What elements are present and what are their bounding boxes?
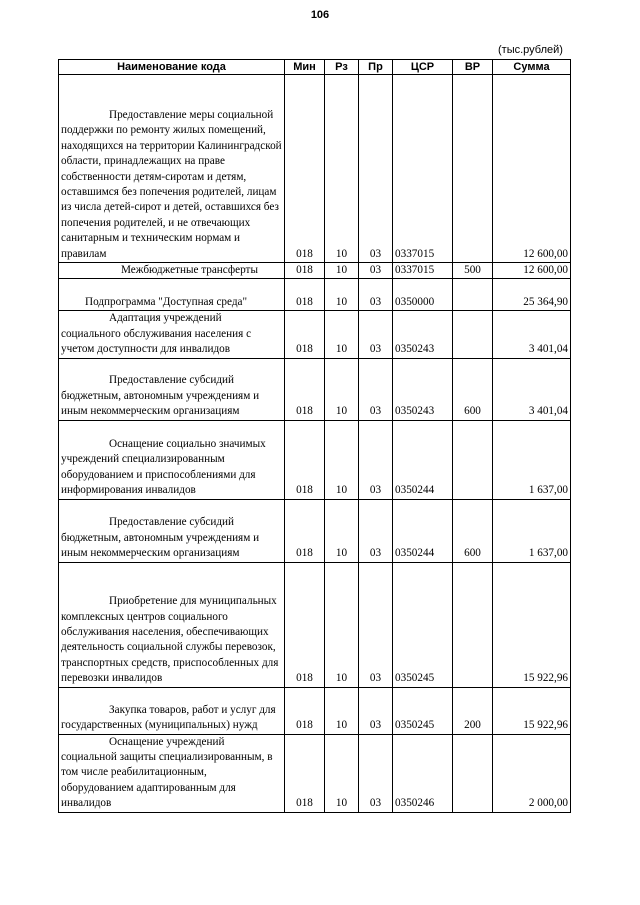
row-sum: 12 600,00 [493, 75, 571, 263]
row-min: 018 [285, 687, 325, 734]
row-pr: 03 [359, 279, 393, 311]
row-min: 018 [285, 734, 325, 812]
row-csr: 0337015 [393, 75, 453, 263]
row-sum: 15 922,96 [493, 562, 571, 687]
row-name: Предоставление субсидий бюджетным, автономным учреждениям и иным некоммерческим организациям [59, 358, 285, 420]
row-rz: 10 [325, 687, 359, 734]
row-min: 018 [285, 420, 325, 499]
row-rz: 10 [325, 263, 359, 279]
row-pr: 03 [359, 734, 393, 812]
row-sum: 25 364,90 [493, 279, 571, 311]
table-header-row [59, 60, 571, 75]
row-pr: 03 [359, 263, 393, 279]
row-name: Адаптация учреждений социального обслуживания населения с учетом доступности для инвалидов [59, 311, 285, 358]
row-vr: 600 [453, 499, 493, 562]
table-row [59, 75, 571, 263]
page-number: 106 [310, 9, 330, 21]
row-min: 018 [285, 263, 325, 279]
row-csr: 0350243 [393, 358, 453, 420]
row-csr: 0350246 [393, 734, 453, 812]
row-vr: 200 [453, 687, 493, 734]
row-min: 018 [285, 358, 325, 420]
row-vr: 600 [453, 358, 493, 420]
budget-table [58, 59, 571, 813]
row-pr: 03 [359, 311, 393, 358]
row-sum: 3 401,04 [493, 311, 571, 358]
col-header-rz: Рз [325, 60, 359, 75]
row-min: 018 [285, 499, 325, 562]
row-csr: 0350243 [393, 311, 453, 358]
col-header-sum: Сумма [493, 60, 571, 75]
col-header-pr: Пр [359, 60, 393, 75]
row-rz: 10 [325, 734, 359, 812]
row-sum: 1 637,00 [493, 499, 571, 562]
row-min: 018 [285, 75, 325, 263]
row-pr: 03 [359, 358, 393, 420]
row-csr: 0350000 [393, 279, 453, 311]
row-vr [453, 734, 493, 812]
row-min: 018 [285, 279, 325, 311]
col-header-min: Мин [285, 60, 325, 75]
row-name: Приобретение для муниципальных комплексных центров социального обслуживания населения, обеспечивающих деятельность социальной службы перевозок, транспортных средств, приспособленных для перевозки инвалидов [59, 562, 285, 687]
row-sum: 2 000,00 [493, 734, 571, 812]
row-sum: 1 637,00 [493, 420, 571, 499]
row-rz: 10 [325, 75, 359, 263]
table-row [59, 562, 571, 687]
table-row [59, 420, 571, 499]
col-header-name: Наименование кода [59, 60, 285, 75]
row-name: Закупка товаров, работ и услуг для государственных (муниципальных) нужд [59, 687, 285, 734]
row-rz: 10 [325, 279, 359, 311]
row-min: 018 [285, 311, 325, 358]
row-pr: 03 [359, 75, 393, 263]
row-name: Оснащение учреждений социальной защиты специализированным, в том числе реабилитационным, оборудованием адаптированным для инвалидов [59, 734, 285, 812]
table-row [59, 687, 571, 734]
table-row [59, 311, 571, 358]
row-name: Оснащение социально значимых учреждений специализированным оборудованием и приспособлениями для информирования инвалидов [59, 420, 285, 499]
row-vr [453, 279, 493, 311]
row-rz: 10 [325, 311, 359, 358]
row-vr: 500 [453, 263, 493, 279]
row-vr [453, 311, 493, 358]
row-csr: 0350245 [393, 562, 453, 687]
row-rz: 10 [325, 420, 359, 499]
row-csr: 0350245 [393, 687, 453, 734]
row-pr: 03 [359, 499, 393, 562]
row-vr [453, 562, 493, 687]
row-name: Подпрограмма "Доступная среда" [59, 279, 285, 311]
row-csr: 0350244 [393, 420, 453, 499]
row-vr [453, 75, 493, 263]
row-pr: 03 [359, 687, 393, 734]
col-header-vr: ВР [453, 60, 493, 75]
row-name: Предоставление меры социальной поддержки по ремонту жилых помещений, находящихся на территории Калининградской области, принадлежащих на праве собственности детям-сиротам и детям, оставшимся без попечения родителей, лицам из числа детей-сирот и детей, оставшихся без попечения родителей, и не отвечающих санитарным и техническим нормам и правилам [59, 75, 285, 263]
col-header-csr: ЦСР [393, 60, 453, 75]
units-label: (тыс.рублей) [498, 44, 563, 56]
row-csr: 0350244 [393, 499, 453, 562]
row-pr: 03 [359, 562, 393, 687]
row-sum: 3 401,04 [493, 358, 571, 420]
row-rz: 10 [325, 562, 359, 687]
table-row [59, 734, 571, 812]
table-row [59, 499, 571, 562]
table-row [59, 263, 571, 279]
row-name: Предоставление субсидий бюджетным, автономным учреждениям и иным некоммерческим организациям [59, 499, 285, 562]
table-row [59, 279, 571, 311]
row-pr: 03 [359, 420, 393, 499]
row-min: 018 [285, 562, 325, 687]
row-csr: 0337015 [393, 263, 453, 279]
row-rz: 10 [325, 499, 359, 562]
row-sum: 12 600,00 [493, 263, 571, 279]
row-name: Межбюджетные трансферты [59, 263, 285, 279]
row-rz: 10 [325, 358, 359, 420]
row-vr [453, 420, 493, 499]
row-sum: 15 922,96 [493, 687, 571, 734]
table-row [59, 358, 571, 420]
